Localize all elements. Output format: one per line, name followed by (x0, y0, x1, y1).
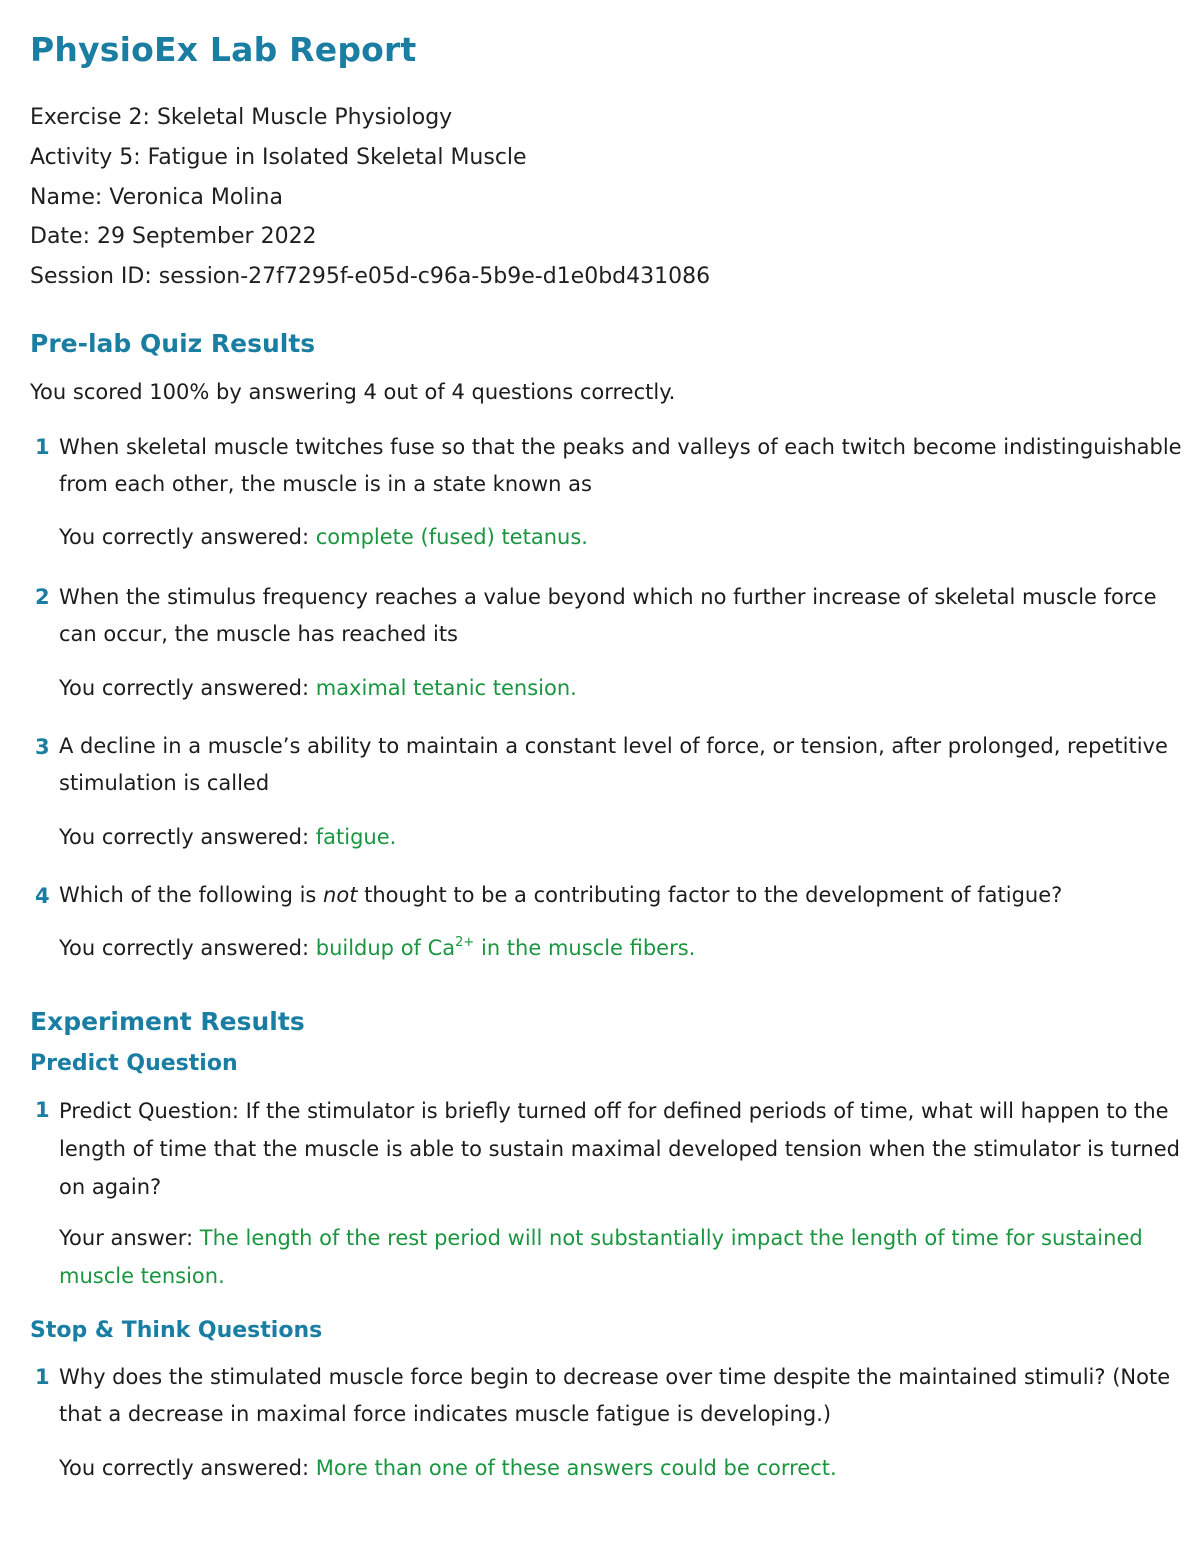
answer-prefix: Your answer: (59, 1226, 200, 1250)
answer-prefix: You correctly answered: (59, 825, 316, 849)
question-text-part: thought to be a contributing factor to the development of fatigue? (357, 883, 1063, 907)
session-id-line: Session ID: session-27f7295f-e05d-c96a-5b9e-d1e0bd431086 (30, 264, 711, 289)
question-text: When skeletal muscle twitches fuse so that the peaks and valleys of each twitch become indistinguishable from each other, the muscle is in a state known as (59, 435, 1182, 496)
question-number: 1 (35, 1365, 50, 1389)
name-line: Name: Veronica Molina (30, 185, 283, 210)
question-number: 2 (35, 585, 50, 609)
prelab-score-summary: You scored 100% by answering 4 out of 4 questions correctly. (30, 380, 676, 404)
answer-prefix: You correctly answered: (59, 1456, 316, 1480)
correct-answer (316, 936, 696, 960)
predict-question-text: Predict Question: If the stimulator is briefly turned off for defined periods of time, what will happen to the length of time that the muscle is able to sustain maximal developed tension when the stimulator is turned on again? (59, 1099, 1180, 1199)
answer-line (59, 1219, 1194, 1295)
question-text: A decline in a muscle’s ability to maintain a constant level of force, or tension, after prolonged, repetitive stimulation is called (59, 734, 1168, 795)
correct-answer: complete (fused) tetanus. (315, 525, 588, 549)
question-number: 3 (35, 735, 50, 759)
your-answer: The length of the rest period will not substantially impact the length of time for sustained muscle tension. (59, 1226, 1143, 1288)
question-text-part: Which of the following is (59, 883, 324, 907)
correct-answer: maximal tetanic tension. (315, 676, 577, 700)
stop-think-heading: Stop & Think Questions (30, 1318, 323, 1343)
question-number: 1 (35, 435, 50, 459)
correct-answer: More than one of these answers could be correct. (315, 1456, 837, 1480)
exercise-line: Exercise 2: Skeletal Muscle Physiology (30, 105, 453, 130)
question-number: 4 (35, 884, 50, 908)
stop-think-question-text: Why does the stimulated muscle force begin to decrease over time despite the maintained stimuli? (Note that a decrease in maximal force indicates muscle fatigue is developing.) (59, 1365, 1171, 1426)
answer-line (59, 929, 1194, 967)
question-number: 1 (35, 1098, 50, 1122)
answer-line (59, 818, 1194, 856)
question-emphasis: not (323, 883, 358, 907)
activity-line: Activity 5: Fatigue in Isolated Skeletal Muscle (30, 145, 527, 170)
question-text (59, 877, 1189, 914)
answer-part: in the muscle fibers. (474, 936, 696, 960)
date-line: Date: 29 September 2022 (30, 224, 317, 249)
prelab-heading: Pre-lab Quiz Results (30, 329, 316, 358)
answer-prefix: You correctly answered: (59, 936, 316, 960)
superscript-charge: 2+ (455, 935, 475, 950)
experiment-heading: Experiment Results (30, 1007, 305, 1036)
predict-heading: Predict Question (30, 1051, 238, 1076)
answer-line (59, 669, 1194, 707)
answer-line (59, 1449, 1194, 1487)
question-text: When the stimulus frequency reaches a value beyond which no further increase of skeletal muscle force can occur, the muscle has reached its (59, 585, 1157, 646)
answer-prefix: You correctly answered: (59, 676, 316, 700)
answer-part: buildup of Ca (315, 936, 456, 960)
answer-prefix: You correctly answered: (59, 525, 316, 549)
correct-answer: fatigue. (315, 825, 397, 849)
answer-line (59, 518, 1194, 556)
report-title: PhysioEx Lab Report (30, 30, 417, 69)
